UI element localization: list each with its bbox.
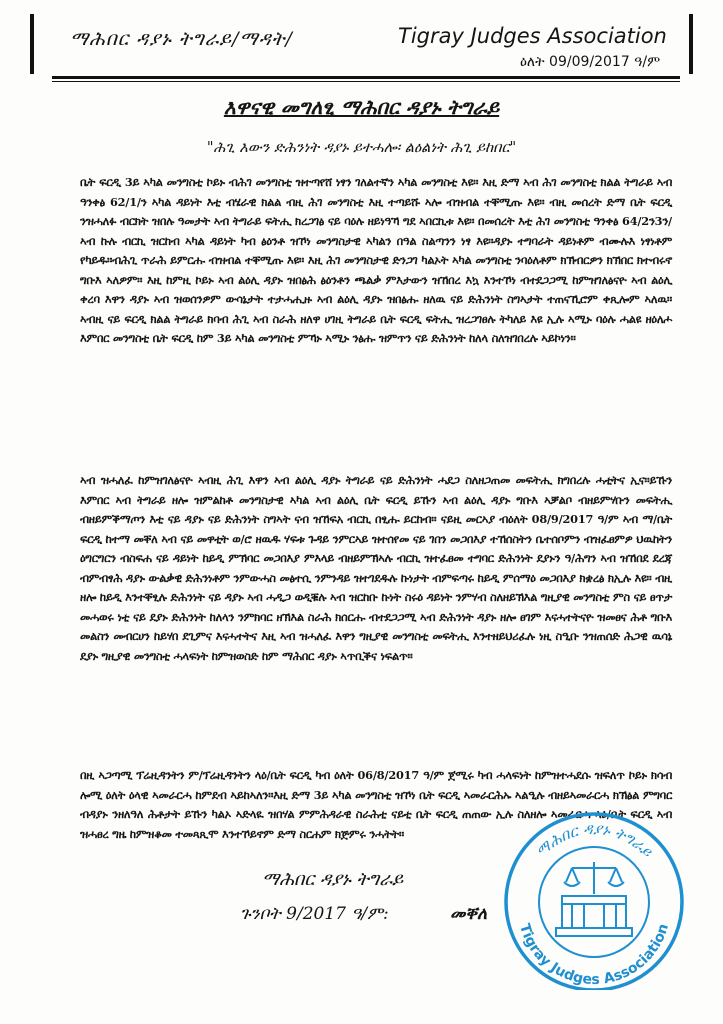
letterhead-right-bar [689, 14, 693, 74]
letterhead-rule [52, 76, 680, 79]
document-motto: "ሕጊ እውን ድሕንነት ዳያኑ ይተሓሎ፡ ልዕልነት ሕጊ ይከበር" [206, 140, 517, 156]
seal-text-bottom: Tigray Judges Association [516, 921, 672, 989]
document-title: እዋናዊ መግለፂ ማሕበር ዳያኑ ትግራይ [223, 95, 500, 119]
body-paragraph-2: ኣብ ዝሓለፈ ከምዝገለፅናዮ ኣብዚ ሕጊ እዋን ኣብ ልዕሊ ዳያኑ ትግራይ ናይ ድሕንነት ሓደጋ ስለዘጋጠመ መፍትሒ ክግበረሉ ሓቲትና ኢና።ይኹን እምበር ኣብ ትግራይ ዘሎ ዝምልከቶ መንግስታዊ ኣካል ኣብ ልዕሊ ቤት ፍርዲ ይኹን ኣብ ልዕሊ ዳያኑ ግቡእ ኣቓልቦ ብዘይምሃቡን መፍትሒ ብዘይምቕማጦን እቲ ናይ ዳያኑ ናይ ድሕንነት ስግኣት ናብ ዝኸፍአ ብርኪ በፂሑ ይርከብ። ናይዚ መርኣያ ብዕለት 08/9/2017 ዓ/ም ኣብ ማ/ቤት ፍርዲ ከተማ መቐለ ኣብ ናይ መዋቲት ወ/ሮ ዘዉዱ ሃፍቱ ጉዳይ ንምርኣይ ዝተሰየመ ናይ ገበን መጋበእያ ተኸሰስትን ቤተሰቦምን ብዝፈፀምዎ ህዉከትን ዕግርግርን ብስፍሐ ናይ ዳይነት ከይዲ ምኽባር መጋበእያ ምእላይ ብዘይምኽኣሉ ብርኪ ዝተፈፀመ ተግባር ድሕንነት ደያኑን ዓ/ሕግን ኣብ ዝኸበደ ደረጃ ብምብፃሕ ዳያኑ ውልቃዊ ድሕንነቶም ንምውሓስ መፅተሲ ንምንዳይ ዝተገደዱሉ ኩነታት ብምፍጣሩ ከይዲ ምሰማዕ መጋበእያ ክቋረፅ ክኢሉ እዩ። ብዚ ዘሎ ከይዲ እንተቐፂሉ ድሕንነት ናይ ዳያኑ ኣብ ሓዲጋ ወዲቑሉ ኣብ ዝርከቡ ኩነት ስሩዕ ዳይነት ንምሃብ ስለዘይኽእል ግዚያዊ መንግስቲ ምስ ናይ ፀጥታ መሓወሩ ነቲ ናይ ደያኑ ድሕንነት ከለላን ንምክባር ዘኽእል ስራሕ ክሰርሑ ብተደጋጋሚ ኣብ ድሕንነት ዳያኑ ዘሎ ፀገም እናሓተትናዮ ዝመፀና ሕቶ ግቡእ መልስን መብርሀን ከይሃበ ደጊምና እናሓተትና እዚ ኣብ ዝሓለፈ እዋን ግዚያዊ መንግስቲ መፍትሒ እንተዘይህሪፈሉ ነዚ ስዒቡ ንዝጠሰድ ሕጋዊ ዉሳኔ ደያኑ ግዚያዊ መንግስቲ ሓላፍነት ከምዝወስድ ከም ማሕበር ዳያኑ ኣጥቢቕና ነፍልጥ። [80, 473, 672, 663]
seal-outer-ring [506, 814, 682, 990]
letterhead-rule-thin [52, 81, 680, 82]
association-seal-stamp [488, 790, 698, 990]
letterhead-left-bar [30, 14, 34, 74]
seal-text-top: ማሕበር ዳያኑ ትግራይ [532, 819, 657, 861]
letterhead-org-tigrinya: ማሕበር ዳያኑ ትግራይ/ማዳት/ [70, 28, 293, 50]
letterhead-date: ዕለት 09/09/2017 ዓ/ም [520, 54, 661, 70]
courthouse-icon [556, 896, 632, 936]
signature-date: ጉንቦት 9/2017 ዓ/ም: [240, 904, 389, 924]
letterhead-org-english: Tigray Judges Association [398, 24, 667, 48]
scales-of-justice-icon [564, 862, 624, 894]
body-paragraph-1: ቤት ፍርዲ 3ይ ኣካል መንግስቲ ኮይኑ ብሕገ መንግስቲ ዝተጣየሸ ነፃን ገለልተኛን ኣካል መንግስቲ እዩ። እዚ ድማ ኣብ ሕገ መንግስቲ ክልል ትግራይ ኣብ ዓንቀፅ 62/1/ን ኣካል ዳይነት እቲ ብሄራዊ ክልል ብዚ ሕገ መንግስቲ እዚ ተጣይሹ ኣሎ ብዝብል ተቐሚጡ እዩ። ብዚ መሰረት ድማ ቤት ፍርዲ ንዝሓለፉ ብርክት ዝበሉ ዓመታት ኣብ ትግራይ ፍትሒ ክረጋገፅ ናይ ባዕሉ ዘይነዓኻ ግደ ኣበርኪቱ እዩ። በመሰረት እቲ ሕገ መንግስቲ ዓንቀፅ 64/2ን3ን/ኣብ ኩሉ ብርኪ ዝርከብ ኣካል ዳይነት ካብ ፅዕንቶ ዝኾነ መንግስታዊ ኣካልን በዓል ስልጣንን ነፃ እዩ።ዳያኑ ተግባራት ዳይነቶም ብሙሉእ ነፃነቶም የካይዱ።ብሕጊ ጥራሕ ይምርሑ ብዝብል ተቐሚጡ እዩ። እዚ ሕገ መንግስታዊ ድንጋገ ካልኦት ኣካል መንግስቲ ንባዕለቶም ክኽብርዎን ክኽበር ክተብሩኖ ግቡእ ኣለዎም። እዚ ከምዚ ኮይኑ ኣብ ልዕሊ ዳያኑ ዝበፅሕ ፅዕንቶን ጫልቃ ምእታውን ዝኸበረ እኳ እንተኾነ ብተደጋጋሚ ከምዝገለፅናዮ ኣብ ልዕሊ ቀረባ እዋን ዳያኑ ኣብ ዝወሰንዎም ውሳኔታት ተታሓሒዙ ኣብ ልዕሊ ዳያኑ ዝበፅሑ ዘለዉ ናይ ድሕንነት ስግኣታት ተጠናኺሮም ቀጺሎም ኣለዉ። ኣብዚ ናይ ፍርዲ ክልል ትግራይ ክባብ ሕጊ ኣብ ስራሕ ዘለዋ ሀገዚ ትግራይ ቤት ፍርዲ ፍትሒ ዝረጋገፀሉ ትካለይ እዩ ኢሉ ኣሚኑ ባዕሉ ሓልዩ ዘዕለሖ እምበር መንግስቲ ቤት ፍርዲ ከም 3ይ ኣካል መንግስቲ ምኻኑ ኣሚኑ ንፅሑ ዝምጥን ናይ ድሕንነት ከለላ ስለዝገበረሉ ኣይኮነን። [80, 175, 672, 345]
signature-org: ማሕበር ዳያኑ ትግራይ [262, 869, 404, 890]
signature-place: መቐለ [450, 904, 487, 924]
body-paragraph-3: በዚ ኣጋጣሚ ፕሬዚዳንትን ም/ፕሬዚዳንትን ላዕ/ቤት ፍርዲ ካብ ዕለት 06/8/2017 ዓ/ም ጀሚሩ ካብ ሓላፍነት ከምዝተሓደሱ ዝፍለጥ ኮይኑ ክሳብ ሎሚ ዕለት ዕላዊ ኣመራርሓ ከምደብ ኣይከኣለን።እዚ ድማ 3ይ ኣካል መንግስቲ ዝኾነ ቤት ፍርዲ ኣመራርሕኡ ኣልዒሉ ብዘይኣመራርሓ ክኽፅል ምግባር ብዳያኑ ንዘለዓለ ሕቶታት ይኹን ካልኦ ኣድላዪ ዝበሃል ምምሕዳራዊ ስራሕቲ ናይቲ ቤት ፍርዲ ጠጠው ኢሉ ስለዘሎ ኣመራርሓ ላዕ/ቤት ፍርዲ ኣብ ዝሓፀረ ግዜ ከምዝቆመ ተመጻጺሞ እንተኾይኖም ድማ ስርሐም ክጅምሩ ንሓትት። [80, 768, 672, 841]
